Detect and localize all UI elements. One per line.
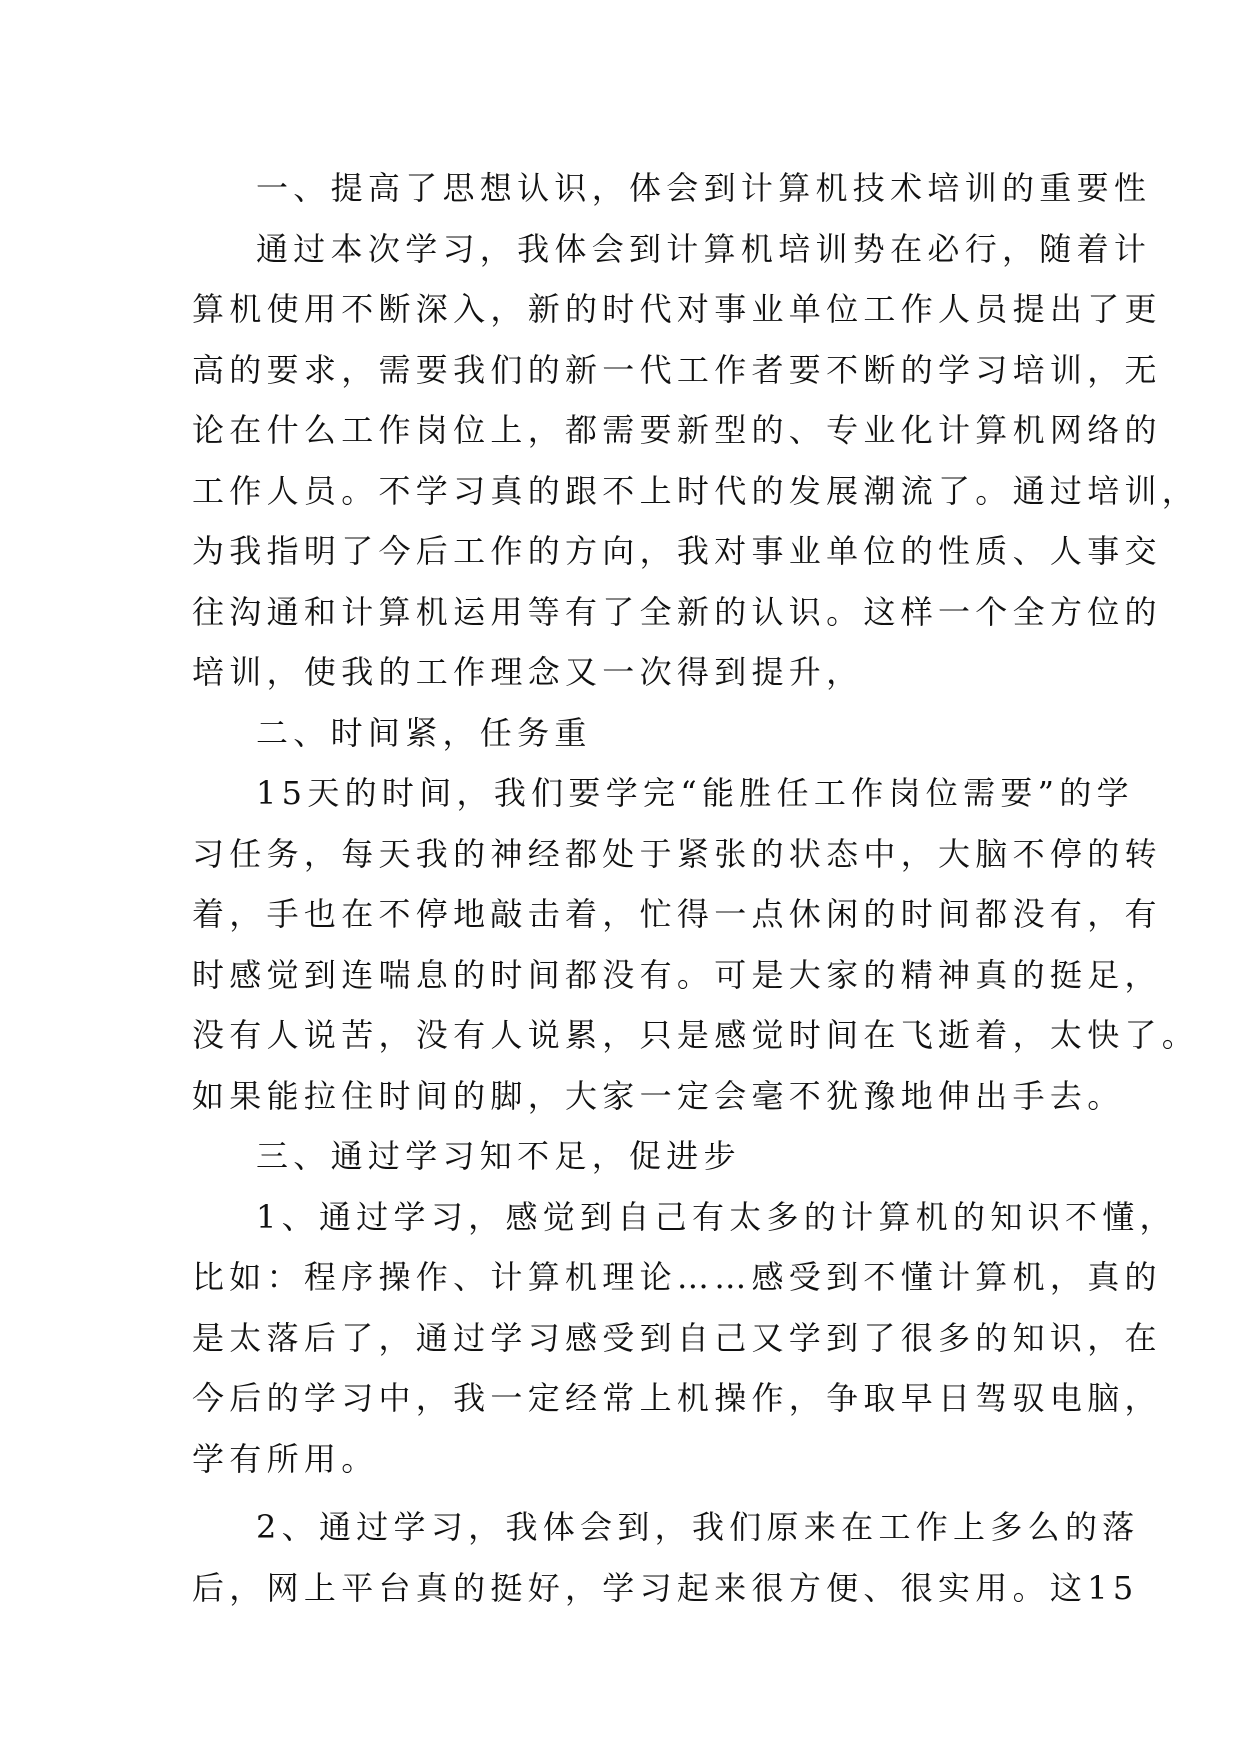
paragraph-line: 2、通过学习，我体会到，我们原来在工作上多么的落 xyxy=(256,1508,1140,1546)
paragraph-line: 如果能拉住时间的脚，大家一定会毫不犹豫地伸出手去。 xyxy=(192,1076,1125,1115)
paragraph-line: 高的要求，需要我们的新一代工作者要不断的学习培训，无 xyxy=(192,350,1162,389)
paragraph-line: 工作人员。不学习真的跟不上时代的发展潮流了。通过培训， xyxy=(192,471,1200,510)
paragraph-line: 比如：程序操作、计算机理论……感受到不懂计算机，真的 xyxy=(192,1258,1162,1296)
paragraph-line: 1、通过学习，感觉到自己有太多的计算机的知识不懂， xyxy=(256,1197,1177,1236)
paragraph-line: 时感觉到连喘息的时间都没有。可是大家的精神真的挺足， xyxy=(192,955,1162,994)
paragraph-line: 习任务，每天我的神经都处于紧张的状态中，大脑不停的转 xyxy=(192,834,1162,873)
paragraph-line: 培训，使我的工作理念又一次得到提升， xyxy=(192,653,864,691)
paragraph-line: 没有人说苦，没有人说累，只是感觉时间在飞逝着，太快了。 xyxy=(192,1016,1200,1054)
paragraph-line: 通过本次学习，我体会到计算机培训势在必行，随着计 xyxy=(256,229,1152,268)
section-heading-2: 二、时间紧，任务重 xyxy=(256,713,592,752)
section-heading-1: 一、提高了思想认识，体会到计算机技术培训的重要性 xyxy=(256,169,1152,207)
paragraph-line: 后，网上平台真的挺好，学习起来很方便、很实用。这15 xyxy=(192,1568,1139,1607)
document-body xyxy=(192,158,1200,1618)
paragraph-line: 着，手也在不停地敲击着，忙得一点休闲的时间都没有，有 xyxy=(192,895,1162,933)
paragraph-line: 论在什么工作岗位上，都需要新型的、专业化计算机网络的 xyxy=(192,411,1162,449)
paragraph-line: 往沟通和计算机运用等有了全新的认识。这样一个全方位的 xyxy=(192,592,1162,631)
paragraph-line: 算机使用不断深入，新的时代对事业单位工作人员提出了更 xyxy=(192,290,1162,328)
paragraph-line: 学有所用。 xyxy=(192,1439,379,1478)
section-heading-3: 三、通过学习知不足，促进步 xyxy=(256,1137,741,1175)
paragraph-spacer xyxy=(192,1489,1050,1497)
paragraph-line: 为我指明了今后工作的方向，我对事业单位的性质、人事交 xyxy=(192,532,1162,570)
paragraph-line: 15天的时间，我们要学完“能胜任工作岗位需要”的学 xyxy=(256,774,1134,812)
paragraph-line: 是太落后了，通过学习感受到自己又学到了很多的知识，在 xyxy=(192,1318,1162,1357)
paragraph-line: 今后的学习中，我一定经常上机操作，争取早日驾驭电脑， xyxy=(192,1379,1162,1417)
